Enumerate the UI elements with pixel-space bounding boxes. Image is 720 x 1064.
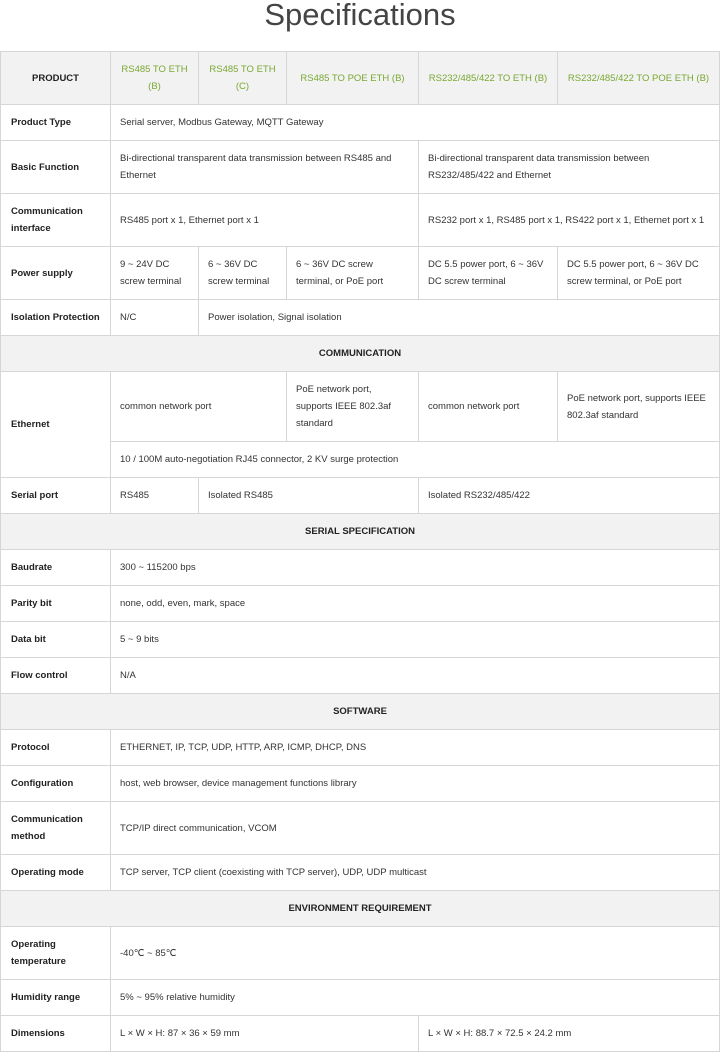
dimensions-rs485: L × W × H: 87 × 36 × 59 mm — [111, 1016, 419, 1052]
specifications-table — [0, 51, 720, 1052]
row-label: Basic Function — [1, 141, 111, 194]
protocol-value: ETHERNET, IP, TCP, UDP, HTTP, ARP, ICMP, DHCP, DNS — [111, 730, 720, 766]
parity-value: none, odd, even, mark, space — [111, 586, 720, 622]
section-title-communication: COMMUNICATION — [1, 336, 720, 372]
table-row — [1, 586, 720, 622]
row-label: Humidity range — [1, 980, 111, 1016]
ethernet-shared-value: 10 / 100M auto-negotiation RJ45 connector, 2 KV surge protection — [111, 442, 720, 478]
comm-interface-rs485: RS485 port x 1, Ethernet port x 1 — [111, 194, 419, 247]
model-rs232-poe-eth-b[interactable]: RS232/485/422 TO POE ETH (B) — [558, 52, 720, 105]
baudrate-value: 300 ~ 115200 bps — [111, 550, 720, 586]
serial-port-rs232: Isolated RS232/485/422 — [419, 478, 720, 514]
model-rs485-eth-b[interactable]: RS485 TO ETH (B) — [111, 52, 199, 105]
row-label: Communication method — [1, 802, 111, 855]
row-label: Operating temperature — [1, 927, 111, 980]
section-row — [1, 336, 720, 372]
isolation-b-value: N/C — [111, 300, 199, 336]
table-row — [1, 802, 720, 855]
humidity-value: 5% ~ 95% relative humidity — [111, 980, 720, 1016]
table-row — [1, 300, 720, 336]
table-row — [1, 550, 720, 586]
section-row — [1, 514, 720, 550]
ethernet-poe-port: PoE network port, supports IEEE 802.3af standard — [558, 372, 720, 442]
basic-function-rs485: Bi-directional transparent data transmission between RS485 and Ethernet — [111, 141, 419, 194]
comm-method-value: TCP/IP direct communication, VCOM — [111, 802, 720, 855]
power-supply-value: 6 ~ 36V DC screw terminal — [199, 247, 287, 300]
section-row — [1, 694, 720, 730]
table-row — [1, 194, 720, 247]
serial-port-b: RS485 — [111, 478, 199, 514]
ethernet-poe-port: PoE network port, supports IEEE 802.3af standard — [287, 372, 419, 442]
row-label: Protocol — [1, 730, 111, 766]
model-rs485-poe-eth-b[interactable]: RS485 TO POE ETH (B) — [287, 52, 419, 105]
product-type-value: Serial server, Modbus Gateway, MQTT Gateway — [111, 105, 720, 141]
table-row — [1, 730, 720, 766]
row-label: Operating mode — [1, 855, 111, 891]
table-row — [1, 658, 720, 694]
isolation-rest-value: Power isolation, Signal isolation — [199, 300, 720, 336]
power-supply-value: 6 ~ 36V DC screw terminal, or PoE port — [287, 247, 419, 300]
dimensions-rs232: L × W × H: 88.7 × 72.5 × 24.2 mm — [419, 1016, 720, 1052]
table-row — [1, 478, 720, 514]
power-supply-value: 9 ~ 24V DC screw terminal — [111, 247, 199, 300]
table-row — [1, 141, 720, 194]
power-supply-value: DC 5.5 power port, 6 ~ 36V DC screw terminal — [419, 247, 558, 300]
row-label: Flow control — [1, 658, 111, 694]
row-label: Baudrate — [1, 550, 111, 586]
section-title-serial: SERIAL SPECIFICATION — [1, 514, 720, 550]
section-title-environment: ENVIRONMENT REQUIREMENT — [1, 891, 720, 927]
row-label: Ethernet — [1, 372, 111, 478]
row-label: Data bit — [1, 622, 111, 658]
row-label: Communication interface — [1, 194, 111, 247]
databit-value: 5 ~ 9 bits — [111, 622, 720, 658]
operating-mode-value: TCP server, TCP client (coexisting with TCP server), UDP, UDP multicast — [111, 855, 720, 891]
table-row — [1, 980, 720, 1016]
row-label: Product Type — [1, 105, 111, 141]
table-row — [1, 1016, 720, 1052]
ethernet-common-port: common network port — [419, 372, 558, 442]
table-row — [1, 766, 720, 802]
basic-function-rs232: Bi-directional transparent data transmission between RS232/485/422 and Ethernet — [419, 141, 720, 194]
table-row — [1, 105, 720, 141]
table-row — [1, 622, 720, 658]
table-row — [1, 855, 720, 891]
comm-interface-rs232: RS232 port x 1, RS485 port x 1, RS422 port x 1, Ethernet port x 1 — [419, 194, 720, 247]
section-title-software: SOFTWARE — [1, 694, 720, 730]
table-header-row — [1, 52, 720, 105]
power-supply-value: DC 5.5 power port, 6 ~ 36V DC screw terminal, or PoE port — [558, 247, 720, 300]
configuration-value: host, web browser, device management functions library — [111, 766, 720, 802]
product-header: PRODUCT — [1, 52, 111, 105]
section-row — [1, 891, 720, 927]
page-title: Specifications — [264, 0, 456, 32]
serial-port-c-poe: Isolated RS485 — [199, 478, 419, 514]
flow-control-value: N/A — [111, 658, 720, 694]
row-label: Serial port — [1, 478, 111, 514]
row-label: Dimensions — [1, 1016, 111, 1052]
ethernet-common-port: common network port — [111, 372, 287, 442]
row-label: Configuration — [1, 766, 111, 802]
temperature-value: -40℃ ~ 85℃ — [111, 927, 720, 980]
table-row — [1, 927, 720, 980]
table-row — [1, 247, 720, 300]
table-row — [1, 372, 720, 442]
row-label: Parity bit — [1, 586, 111, 622]
row-label: Power supply — [1, 247, 111, 300]
model-rs485-eth-c[interactable]: RS485 TO ETH (C) — [199, 52, 287, 105]
model-rs232-eth-b[interactable]: RS232/485/422 TO ETH (B) — [419, 52, 558, 105]
row-label: Isolation Protection — [1, 300, 111, 336]
